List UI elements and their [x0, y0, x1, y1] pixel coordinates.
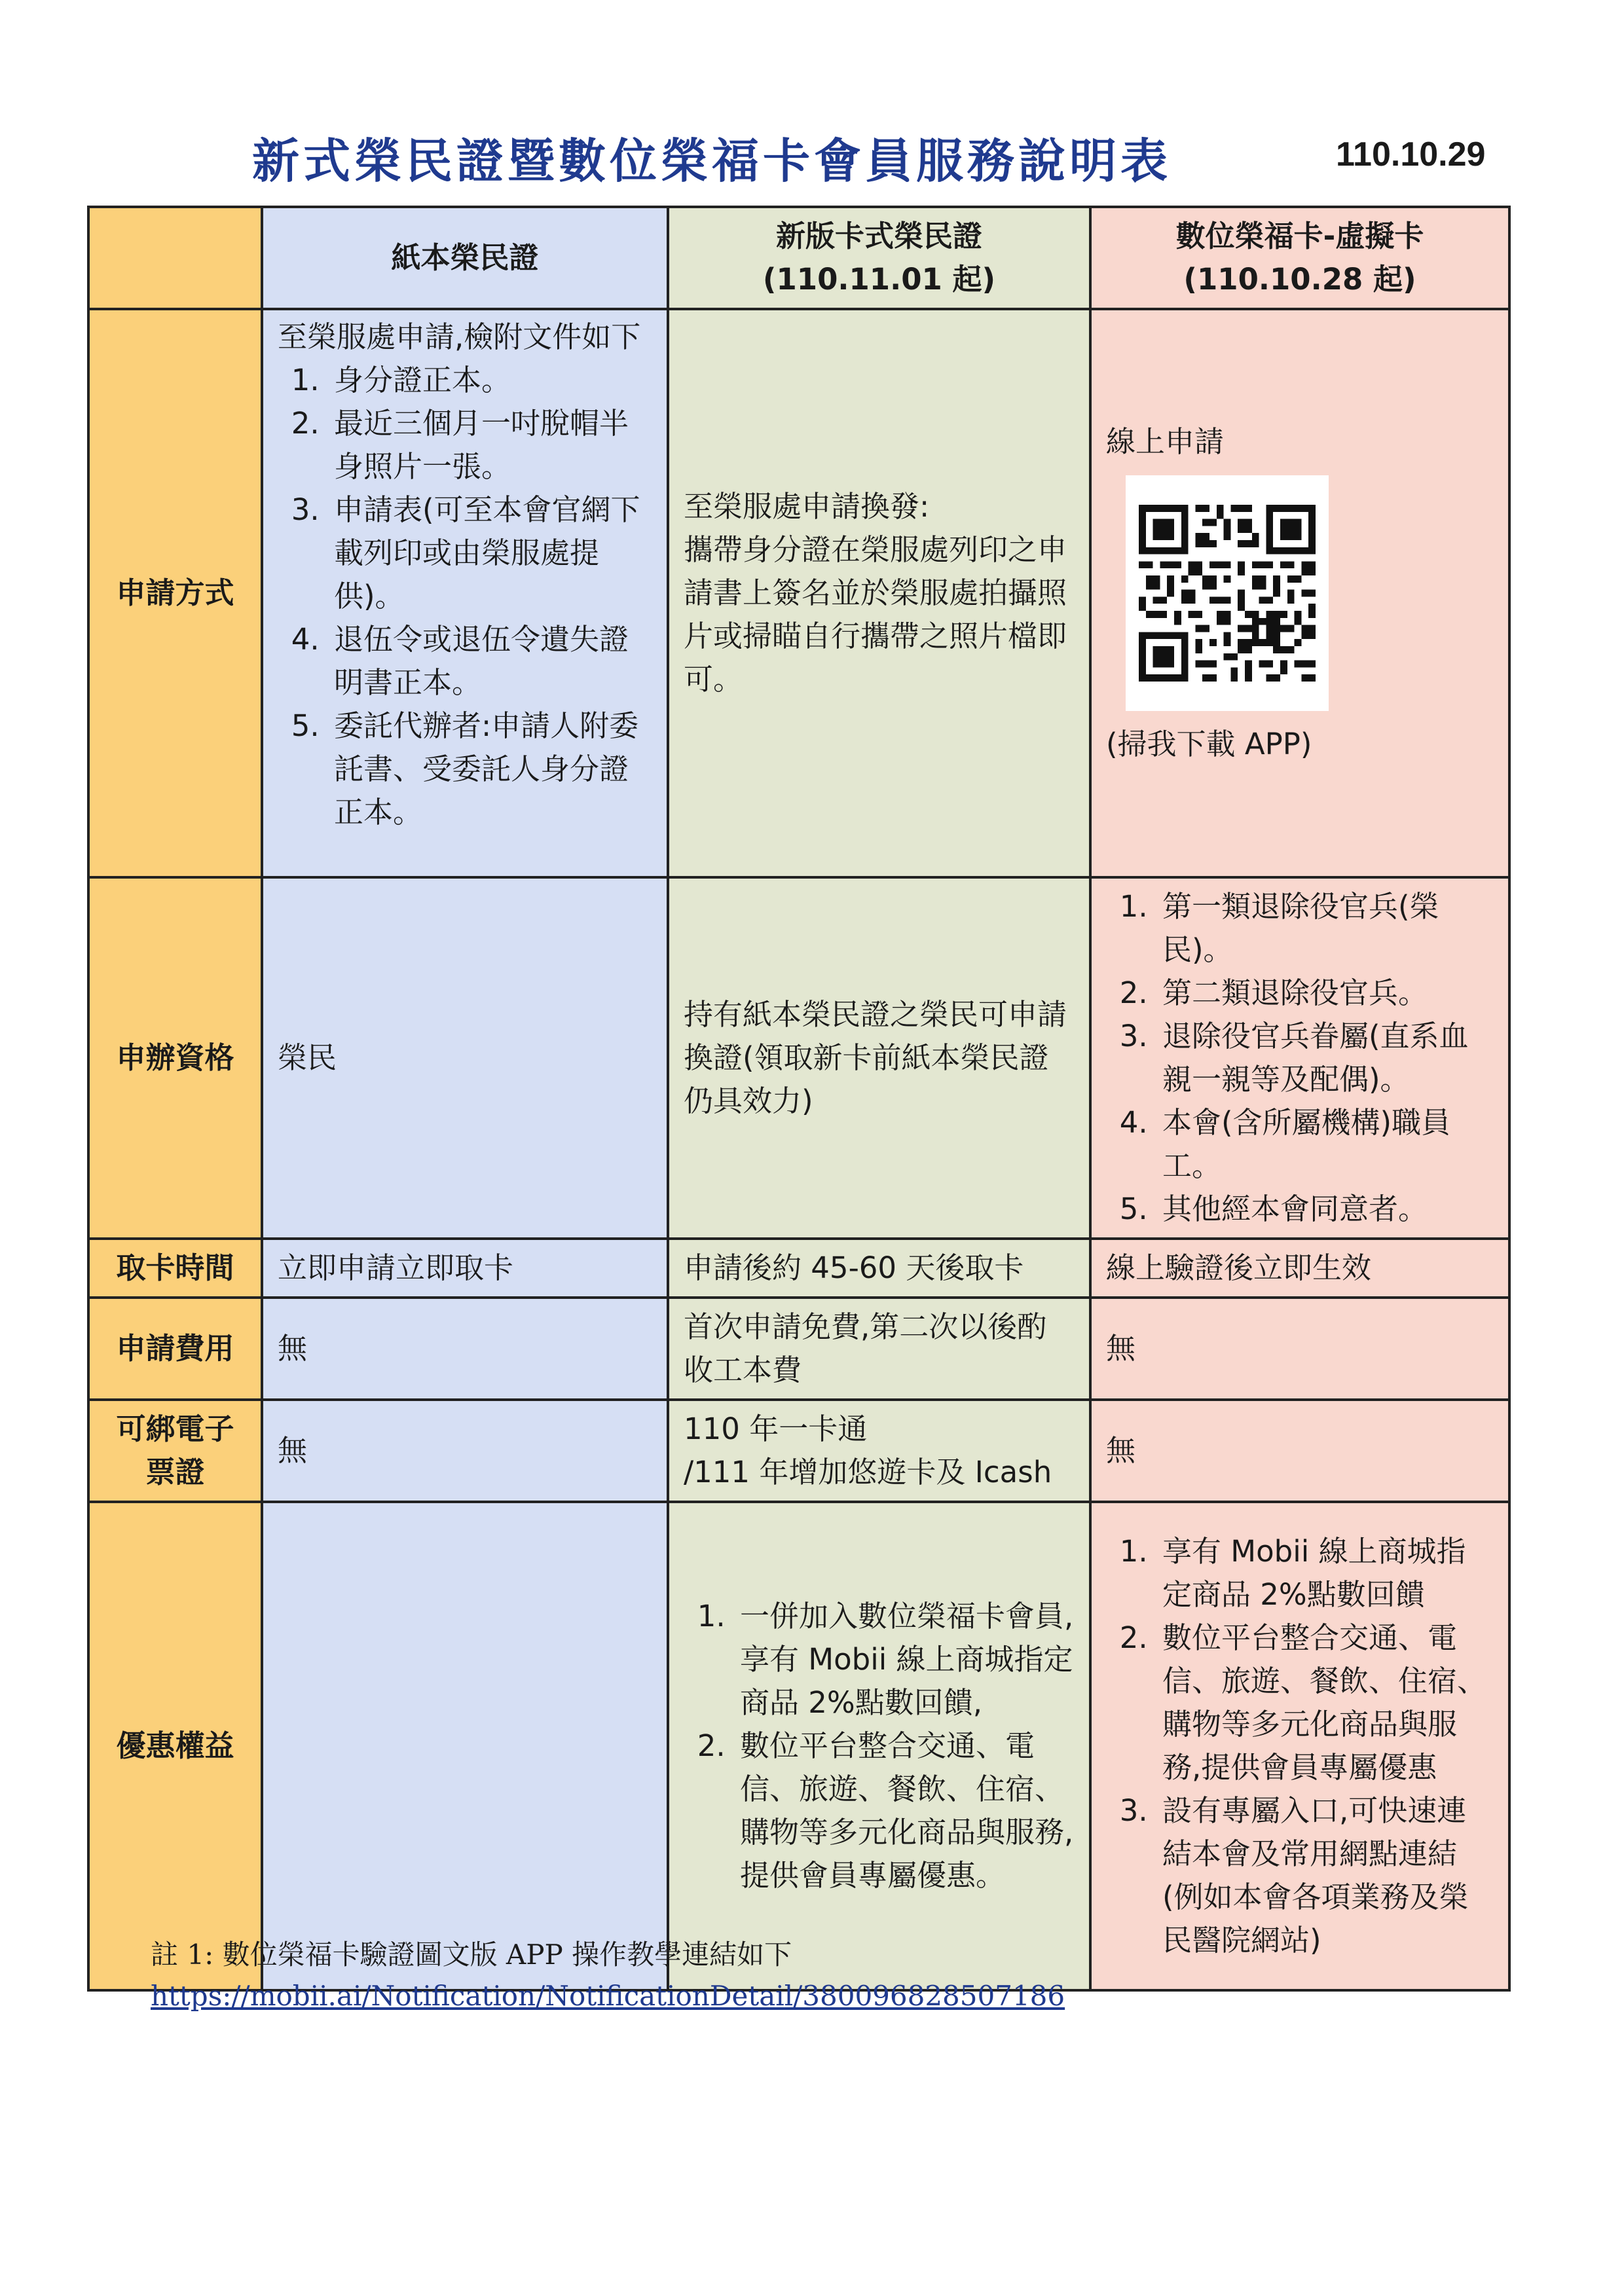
header-corner-cell — [88, 207, 262, 309]
qr-code-graphic — [1139, 505, 1316, 682]
row-label: 取卡時間 — [88, 1239, 262, 1298]
digital-benefits-list — [1106, 1530, 1494, 1962]
qr-code-icon[interactable] — [1126, 475, 1329, 711]
list-item: 3. 設有專屬入口,可快速連結本會及常用網點連結(例如本會各項業務及榮民醫院網站) — [1157, 1789, 1494, 1962]
cell-card-eligibility: 持有紙本榮民證之榮民可申請換證(領取新卡前紙本榮民證仍具效力) — [668, 877, 1090, 1239]
list-item: 2. 數位平台整合交通、電信、旅遊、餐飲、住宿、購物等多元化商品與服務,提供會員專屬優惠。 — [735, 1724, 1075, 1897]
cell-card-apply: 至榮服處申請換發: 攜帶身分證在榮服處列印之申請書上簽名並於榮服處拍攝照片或掃瞄自行攜帶之照片檔即可。 — [668, 309, 1090, 877]
cell-paper-pickup: 立即申請立即取卡 — [262, 1239, 668, 1298]
list-item: 3. 退除役官兵眷屬(直系血親一親等及配偶)。 — [1157, 1015, 1494, 1101]
row-benefits — [88, 1502, 1509, 1990]
cell-paper-eticket: 無 — [262, 1400, 668, 1502]
row-label: 申請方式 — [88, 309, 262, 877]
list-item: 2. 數位平台整合交通、電信、旅遊、餐飲、住宿、購物等多元化商品與服務,提供會員專屬優惠 — [1157, 1616, 1494, 1789]
cell-digital-fee: 無 — [1090, 1298, 1509, 1400]
list-item: 2. 最近三個月一吋脫帽半身照片一張。 — [329, 402, 652, 488]
document-title: 新式榮民證暨數位榮福卡會員服務說明表 — [252, 133, 1172, 189]
row-label: 可綁電子 票證 — [88, 1400, 262, 1502]
cell-digital-apply — [1090, 309, 1509, 877]
cell-digital-eticket: 無 — [1090, 1400, 1509, 1502]
list-item: 1. 第一類退除役官兵(榮民)。 — [1157, 885, 1494, 972]
header-new-card: 新版卡式榮民證 (110.11.01 起) — [668, 207, 1090, 309]
tutorial-link[interactable]: https://mobii.ai/Notification/NotificationDetail/380096828507186 — [151, 1980, 1065, 2012]
list-item: 5. 其他經本會同意者。 — [1157, 1188, 1494, 1231]
cell-digital-benefits — [1090, 1502, 1509, 1990]
row-label: 申辦資格 — [88, 877, 262, 1239]
list-item: 4. 退伍令或退伍令遺失證明書正本。 — [329, 618, 652, 704]
row-apply-method — [88, 309, 1509, 877]
row-label: 申請費用 — [88, 1298, 262, 1400]
header-digital-card: 數位榮福卡-虛擬卡 (110.10.28 起) — [1090, 207, 1509, 309]
header-paper-card: 紙本榮民證 — [262, 207, 668, 309]
list-item: 1. 一併加入數位榮福卡會員,享有 Mobii 線上商城指定商品 2%點數回饋, — [735, 1595, 1075, 1724]
list-item: 1. 享有 Mobii 線上商城指定商品 2%點數回饋 — [1157, 1530, 1494, 1616]
list-item: 1. 身分證正本。 — [329, 359, 652, 402]
row-pickup-time — [88, 1239, 1509, 1298]
cell-card-fee: 首次申請免費,第二次以後酌收工本費 — [668, 1298, 1090, 1400]
document-date: 110.10.29 — [1336, 136, 1486, 173]
footnote: 註 1: 數位榮福卡驗證圖文版 APP 操作教學連結如下 — [151, 1939, 792, 1971]
digital-eligibility-list — [1106, 885, 1494, 1231]
card-benefits-list — [684, 1595, 1075, 1897]
header-row — [88, 207, 1509, 309]
paper-apply-list — [278, 359, 652, 834]
cell-card-eticket: 110 年一卡通 /111 年增加悠遊卡及 Icash — [668, 1400, 1090, 1502]
list-item: 2. 第二類退除役官兵。 — [1157, 972, 1494, 1015]
paper-apply-intro: 至榮服處申請,檢附文件如下 — [278, 319, 641, 354]
list-item: 5. 委託代辦者:申請人附委託書、受委託人身分證正本。 — [329, 704, 652, 834]
digital-apply-text: 線上申請 — [1106, 424, 1225, 459]
row-eticket — [88, 1400, 1509, 1502]
row-eligibility — [88, 877, 1509, 1239]
cell-card-benefits — [668, 1502, 1090, 1990]
cell-card-pickup: 申請後約 45-60 天後取卡 — [668, 1239, 1090, 1298]
cell-paper-eligibility: 榮民 — [262, 877, 668, 1239]
list-item: 4. 本會(含所屬機構)職員工。 — [1157, 1101, 1494, 1188]
cell-paper-fee: 無 — [262, 1298, 668, 1400]
digital-apply-caption: (掃我下載 APP) — [1106, 727, 1312, 761]
service-comparison-table — [87, 206, 1511, 1992]
cell-digital-pickup: 線上驗證後立即生效 — [1090, 1239, 1509, 1298]
cell-digital-eligibility — [1090, 877, 1509, 1239]
cell-paper-apply — [262, 309, 668, 877]
cell-paper-benefits — [262, 1502, 668, 1990]
row-label: 優惠權益 — [88, 1502, 262, 1990]
list-item: 3. 申請表(可至本會官網下載列印或由榮服處提供)。 — [329, 488, 652, 618]
row-fee — [88, 1298, 1509, 1400]
